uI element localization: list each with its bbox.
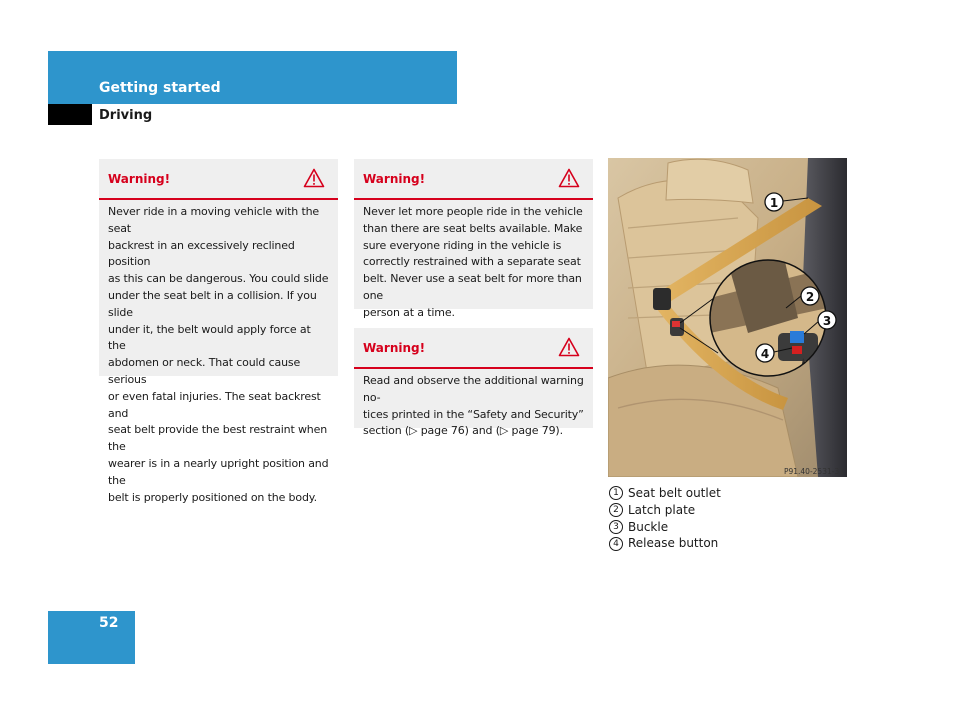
callout-4-label: 4 xyxy=(760,347,770,361)
text-line: belt. Never use a seat belt for more than one xyxy=(363,272,582,302)
text-line: Never ride in a moving vehicle with the seat xyxy=(108,205,320,235)
section-tab-marker xyxy=(48,104,92,125)
seat-belt-illustration xyxy=(608,158,847,477)
seat-belt-drawing xyxy=(608,158,847,477)
text-line: correctly restrained with a separate seat xyxy=(363,255,581,269)
text-line: section (▷ page 76) and (▷ page 79). xyxy=(363,424,563,438)
warning-header xyxy=(99,159,338,200)
text-line: backrest in an excessively reclined position xyxy=(108,238,295,269)
legend-number: 3 xyxy=(609,520,623,534)
legend-number: 1 xyxy=(609,486,623,500)
text-line: tices printed in the “Safety and Security” xyxy=(363,407,584,421)
legend-text: Seat belt outlet xyxy=(628,486,721,500)
legend-item xyxy=(609,535,721,552)
legend-text: Latch plate xyxy=(628,502,696,517)
legend-text: Buckle xyxy=(628,519,669,534)
text-line: under it, the belt would apply force at the xyxy=(108,322,311,353)
legend-item xyxy=(609,519,721,536)
figure-legend xyxy=(609,485,721,552)
legend-item xyxy=(609,502,721,519)
text-line: than there are seat belts available. Make xyxy=(363,221,583,235)
callout-2-label: 2 xyxy=(805,290,815,304)
text-line: belt is properly positioned on the body. xyxy=(108,490,317,504)
text-line: Never let more people ride in the vehicle xyxy=(363,205,583,218)
warning-label: Warning! xyxy=(363,341,426,355)
text-line: seat belt provide the best restraint when the xyxy=(108,423,328,454)
text-line: sure everyone riding in the vehicle is xyxy=(363,238,562,252)
text-line: Read and observe the additional warning no- xyxy=(363,374,584,404)
page-number-box xyxy=(48,611,135,664)
legend-number: 4 xyxy=(609,537,623,551)
text-line: abdomen or neck. That could cause serious xyxy=(108,356,301,386)
warning-text xyxy=(354,369,593,440)
callout-3-label: 3 xyxy=(822,314,832,328)
text-line: as this can be dangerous. You could slide xyxy=(108,272,329,286)
subsection-title: Driving xyxy=(99,108,153,123)
warning-label: Warning! xyxy=(363,172,426,186)
text-line: or even fatal injuries. The seat backrest and xyxy=(108,389,321,420)
warning-header xyxy=(354,159,593,200)
warning-text xyxy=(354,200,593,322)
callout-1-label: 1 xyxy=(769,196,779,210)
header-bar xyxy=(48,51,457,104)
text-line: wearer is in a nearly upright position and the xyxy=(108,456,329,487)
text-line: under the seat belt in a collision. If you slide xyxy=(108,288,317,319)
warning-header xyxy=(354,328,593,369)
text-line: person at a time. xyxy=(363,305,455,319)
page-number: 52 xyxy=(99,615,119,631)
warning-triangle-icon xyxy=(558,337,580,357)
warning-triangle-icon xyxy=(303,168,325,188)
warning-label: Warning! xyxy=(108,172,171,186)
warning-box-additional-notices xyxy=(354,328,593,438)
warning-box-reclined-seat xyxy=(99,159,338,504)
section-title: Getting started xyxy=(99,80,221,96)
legend-text: Release button xyxy=(628,536,719,551)
warning-triangle-icon xyxy=(558,168,580,188)
legend-item xyxy=(609,485,721,502)
warning-text xyxy=(99,200,338,506)
warning-box-seat-belt-count xyxy=(354,159,593,319)
legend-number: 2 xyxy=(609,503,623,517)
figure-code: P91.40-2531-31 xyxy=(783,467,844,476)
